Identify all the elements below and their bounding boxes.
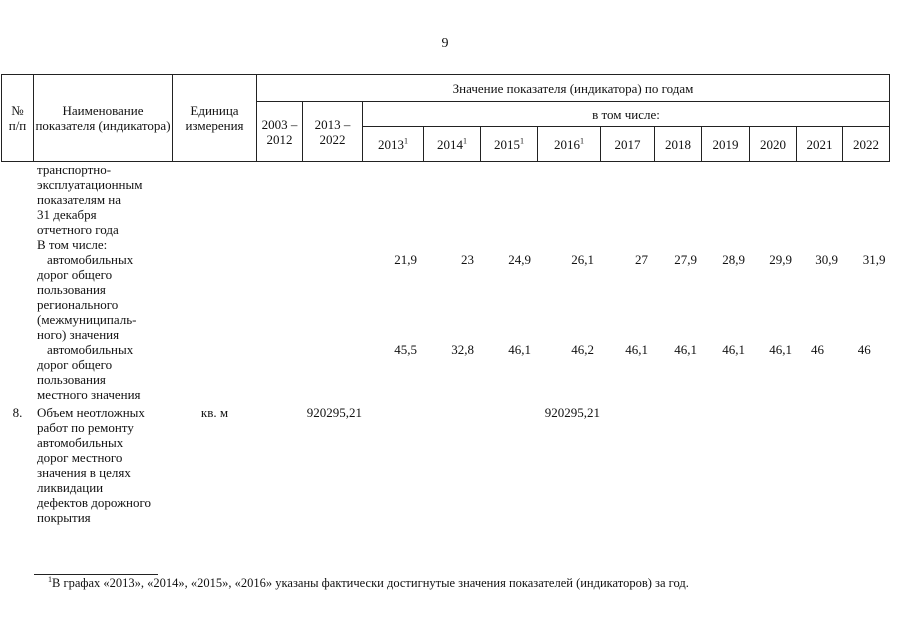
value-cell: 28,9 xyxy=(722,252,745,267)
header-values-by-year: Значение показателя (индикатора) по годам xyxy=(257,75,890,102)
value-cell-2013-2022: 920295,21 xyxy=(306,405,362,420)
value-cell: 30,9 xyxy=(815,252,838,267)
value-cell: 46,1 xyxy=(674,342,697,357)
header-year-2019: 2019 xyxy=(702,127,750,162)
indicator-name-local-roads: автомобильных дорог общего пользования местного значения xyxy=(37,342,141,402)
value-cell: 27 xyxy=(635,252,648,267)
value-cell: 46,1 xyxy=(625,342,648,357)
value-cell: 46,1 xyxy=(508,342,531,357)
value-cell: 46 xyxy=(857,342,871,357)
value-cell: 46,2 xyxy=(571,342,594,357)
header-year-2018: 2018 xyxy=(655,127,702,162)
header-including: в том числе: xyxy=(363,102,890,127)
table-row xyxy=(2,252,890,342)
header-year-2013: 2013$^1$ xyxy=(363,127,424,162)
value-cell-2016: 920295,21 xyxy=(544,405,600,420)
value-cell: 46 xyxy=(811,342,824,357)
header-period-2003-2012: 2003 – 2012 xyxy=(257,102,303,162)
value-cell: 46,1 xyxy=(769,342,792,357)
header-number: № п/п xyxy=(2,75,34,162)
indicator-name-regional-roads: автомобильных дорог общего пользования регионального (межмуниципаль- ного) значения xyxy=(37,252,137,342)
indicators-table xyxy=(1,74,890,525)
indicator-name-continuation: транспортно- эксплуатационным показателям на 31 декабря отчетного года В том числе: xyxy=(37,162,143,252)
table-row xyxy=(2,402,890,525)
header-year-2017: 2017 xyxy=(601,127,655,162)
row-number: 8. xyxy=(12,405,23,420)
value-cell: 45,5 xyxy=(394,342,417,357)
value-cell: 46,1 xyxy=(722,342,745,357)
header-year-2016: 2016$^1$ xyxy=(538,127,601,162)
value-cell: 32,8 xyxy=(451,342,474,357)
page-number: 9 xyxy=(441,36,449,51)
value-cell: 31,9 xyxy=(862,252,886,267)
value-cell: 26,1 xyxy=(571,252,594,267)
unit-cell: кв. м xyxy=(200,405,229,420)
indicator-name-urgent-repair: Объем неотложных работ по ремонту автомобильных дорог местного значения в целях ликвидации дефектов дорожного покрытия xyxy=(37,405,152,525)
value-cell: 29,9 xyxy=(769,252,792,267)
footnote-divider xyxy=(34,574,158,575)
header-unit: Единица измерения xyxy=(173,75,257,162)
header-year-2022: 2022 xyxy=(843,127,890,162)
table-row xyxy=(2,342,890,402)
value-cell: 24,9 xyxy=(508,252,531,267)
header-year-2020: 2020 xyxy=(750,127,797,162)
header-year-2015: 2015$^1$ xyxy=(481,127,538,162)
header-year-2014: 2014$^1$ xyxy=(424,127,481,162)
value-cell: 23 xyxy=(461,252,474,267)
value-cell: 21,9 xyxy=(394,252,417,267)
header-period-2013-2022: 2013 – 2022 xyxy=(303,102,363,162)
header-indicator-name: Наименование показателя (индикатора) xyxy=(34,75,173,162)
footnote: $^1$В графах «2013», «2014», «2015», «2016» указаны фактически достигнутые значения показателей (индикаторов) за год. xyxy=(48,574,689,590)
table-row xyxy=(2,162,890,253)
header-year-2021: 2021 xyxy=(797,127,843,162)
value-cell: 27,9 xyxy=(674,252,697,267)
